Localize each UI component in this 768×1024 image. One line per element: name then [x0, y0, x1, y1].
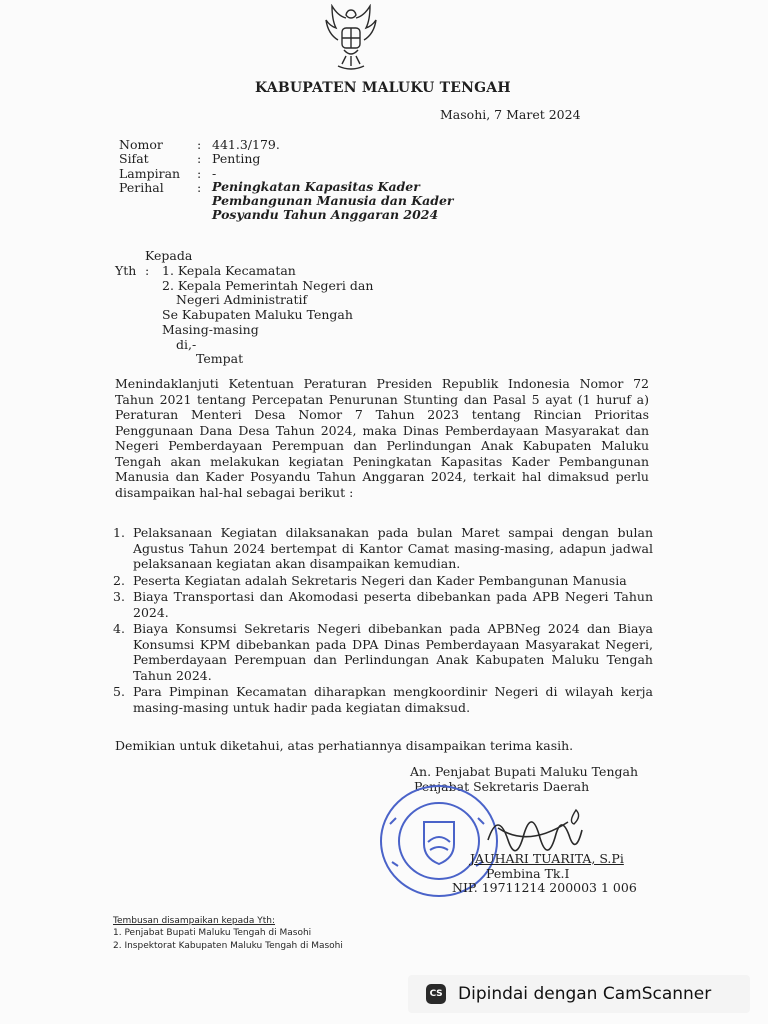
list-item-number: 4. [113, 621, 125, 636]
signer-rank: Pembina Tk.I [486, 866, 570, 881]
cc-item: 1. Penjabat Bupati Maluku Tengah di Masohi [113, 928, 312, 938]
list-item-number: 5. [113, 684, 125, 699]
address-line-5: Masing-masing [162, 322, 259, 337]
point-list [113, 525, 653, 716]
list-item-text: Pelaksanaan Kegiatan dilaksanakan pada bulan Maret sampai dengan bulan Agustus Tahun 2024 bertempat di Kantor Camat masing-masing, adapun jadwal pelaksanaan kegiatan akan disampaikan kemudian. [133, 525, 653, 571]
perihal-line: Pembangunan Manusia dan Kader [212, 193, 454, 208]
cc-item: 2. Inspektorat Kabupaten Maluku Tengah di Masohi [113, 941, 343, 951]
list-item-text: Biaya Konsumsi Sekretaris Negeri dibebankan pada APBNeg 2024 dan Biaya Konsumsi KPM dibebankan pada DPA Dinas Pemberdayaan Masyarakat Negeri, Pemberdayaan Perempuan dan Perlindungan Anak Kabupaten Maluku Tengah Tahun 2024. [133, 621, 653, 683]
list-item-text: Para Pimpinan Kecamatan diharapkan mengkoordinir Negeri di wilayah kerja masing-masing untuk hadir pada kegiatan dimaksud. [133, 684, 653, 715]
list-item-text: Peserta Kegiatan adalah Sekretaris Negeri dan Kader Pembangunan Manusia [133, 572, 627, 588]
lampiran-label: Lampiran [119, 166, 181, 181]
closing-text: Demikian untuk diketahui, atas perhatiannya disampaikan terima kasih. [115, 738, 574, 753]
address-kepada: Kepada [145, 248, 193, 263]
sifat-label: Sifat [119, 151, 149, 166]
camscanner-text: Dipindai dengan CamScanner [458, 984, 712, 1004]
address-colon: : [145, 263, 150, 278]
nomor-value: 441.3/179. [212, 137, 280, 152]
list-item [113, 621, 653, 683]
list-item-number: 2. [113, 572, 125, 588]
sifat-colon: : [197, 151, 202, 166]
perihal-value [212, 180, 454, 222]
address-line-6: di,- [176, 337, 197, 352]
perihal-colon: : [197, 180, 202, 195]
header-title: KABUPATEN MALUKU TENGAH [255, 80, 511, 96]
nomor-colon: : [197, 137, 202, 152]
address-line-3: Negeri Administratif [176, 292, 308, 307]
body-paragraph: Menindaklanjuti Ketentuan Peraturan Presiden Republik Indonesia Nomor 72 Tahun 2021 tentang Percepatan Penurunan Stunting dan Pasal 5 ayat (1 huruf a) Peraturan Menteri Desa Nomor 7 Tahun 2023 tentang Rincian Prioritas Penggunaan Dana Desa Tahun 2024, maka Dinas Pemberdayaan Masyarakat dan Negeri Pemberdayaan Perempuan dan Perlindungan Anak Kabupaten Maluku Tengah akan melakukan kegiatan Peningkatan Kapasitas Kader Pembangunan Manusia dan Kader Posyandu Tahun Anggaran 2024, terkait hal dimaksud perlu disampaikan hal-hal sebagai berikut : [115, 376, 649, 500]
address-line-1: 1. Kepala Kecamatan [162, 263, 296, 278]
list-item [113, 684, 653, 715]
address-yth: Yth [115, 263, 137, 278]
list-item [113, 589, 653, 620]
address-line-4: Se Kabupaten Maluku Tengah [162, 307, 353, 322]
address-line-2: 2. Kepala Pemerintah Negeri dan [162, 278, 374, 293]
list-item-text: Biaya Transportasi dan Akomodasi peserta dibebankan pada APB Negeri Tahun 2024. [133, 589, 653, 620]
garuda-emblem-icon [322, 4, 380, 76]
place-date: Masohi, 7 Maret 2024 [440, 107, 581, 122]
list-item [113, 525, 653, 572]
list-item-number: 3. [113, 589, 125, 604]
cc-title: Tembusan disampaikan kepada Yth: [113, 916, 276, 926]
perihal-line: Posyandu Tahun Anggaran 2024 [212, 207, 439, 222]
list-item [113, 573, 653, 589]
perihal-line: Peningkatan Kapasitas Kader [212, 179, 420, 194]
signer-name: JAUHARI TUARITA, S.Pi [470, 851, 624, 866]
camscanner-watermark [408, 975, 750, 1013]
lampiran-value: - [212, 166, 217, 181]
camscanner-icon: CS [426, 984, 446, 1004]
address-line-7: Tempat [196, 351, 244, 366]
list-item-number: 1. [113, 525, 125, 540]
sifat-value: Penting [212, 151, 261, 166]
signature-line-1: An. Penjabat Bupati Maluku Tengah [410, 764, 639, 779]
signature-line-2: Penjabat Sekretaris Daerah [414, 779, 590, 794]
perihal-label: Perihal [119, 180, 164, 195]
nomor-label: Nomor [119, 137, 163, 152]
signer-nip: NIP. 19711214 200003 1 006 [452, 880, 637, 895]
lampiran-colon: : [197, 166, 202, 181]
